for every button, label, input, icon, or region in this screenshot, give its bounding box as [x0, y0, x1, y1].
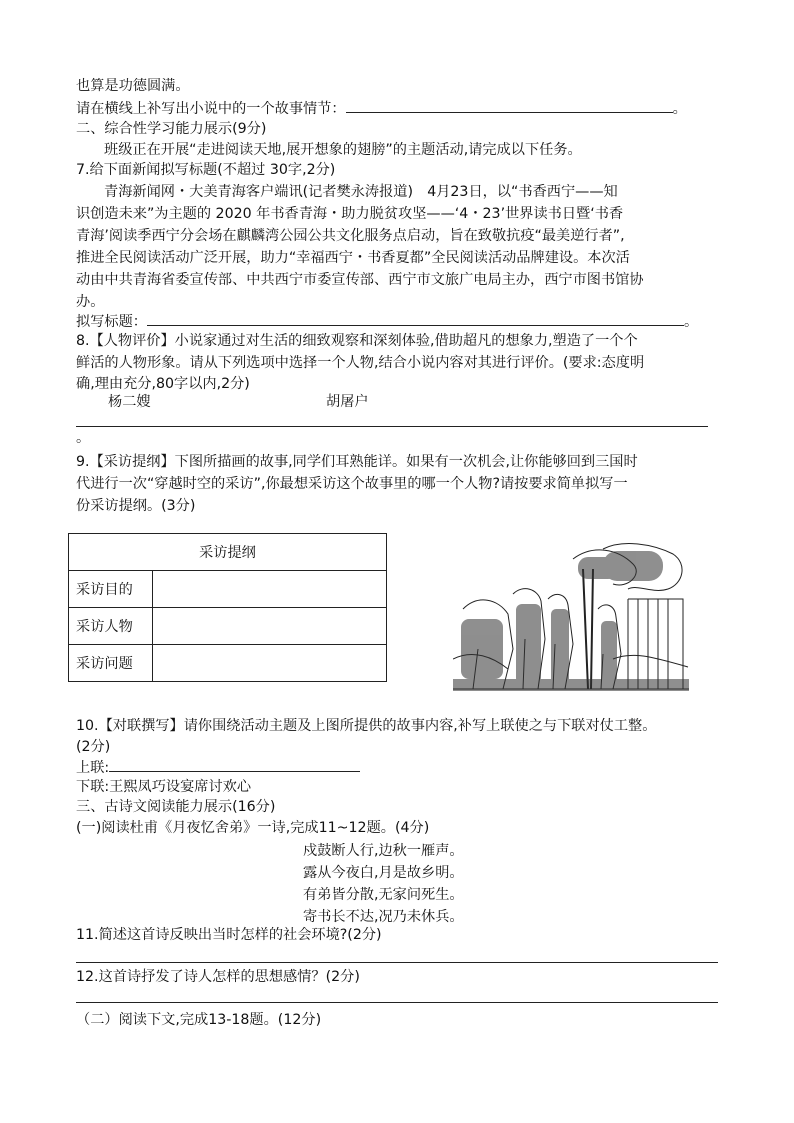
headline-prompt	[76, 311, 698, 332]
question-12: 12.这首诗抒发了诗人怎样的思想感情？(2分)	[76, 969, 360, 985]
section-heading: 二、综合性学习能力展示(9分)	[76, 121, 267, 137]
row-label: 采访人物	[69, 608, 153, 645]
prompt-text: 上联:	[76, 760, 110, 776]
story-plot-prompt	[76, 98, 687, 119]
answer-line[interactable]	[76, 962, 718, 963]
poem-line: 寄书长不达,况乃未休兵。	[303, 909, 464, 925]
poem-intro: (一)阅读杜甫《月夜忆舍弟》一诗,完成11~12题。(4分)	[76, 820, 430, 836]
poem-line: 露从今夜白,月是故乡明。	[303, 865, 464, 881]
text-line: 也算是功德圆满。	[76, 78, 190, 94]
question-8: 鲜活的人物形象。请从下列选项中选择一个人物,结合小说内容对其进行评价。(要求:态度明	[76, 355, 645, 371]
question-9: 份采访提纲。(3分)	[76, 498, 196, 514]
answer-line[interactable]	[76, 426, 708, 427]
question-9: 代进行一次“穿越时空的采访”,你最想采访这个故事里的哪一个人物?请按要求简单拟写一	[76, 476, 628, 492]
question-8: 8.【人物评价】小说家通过对生活的细致观察和深刻体验,借助超凡的想象力,塑造了一个个	[76, 333, 638, 349]
answer-cell[interactable]	[153, 608, 387, 645]
news-line: 办。	[76, 294, 105, 310]
row-label: 采访问题	[69, 645, 153, 682]
option-b[interactable]: 胡屠户	[326, 394, 369, 410]
option-a[interactable]: 杨二嫂	[108, 394, 151, 410]
poem-line: 戍鼓断人行,边秋一雁声。	[303, 843, 464, 859]
question-10: 10.【对联撰写】请你围绕活动主题及上图所提供的故事内容,补写上联使之与下联对仗工整。	[76, 718, 657, 734]
period: 。	[76, 430, 91, 446]
period: 。	[672, 101, 687, 117]
prompt-text: 拟写标题：	[76, 314, 147, 330]
table-header: 采访提纲	[69, 534, 387, 571]
section-heading: 三、古诗文阅读能力展示(16分)	[76, 799, 276, 815]
interview-outline-table	[68, 533, 387, 682]
question-7: 7.给下面新闻拟写标题(不超过 30字,2分)	[76, 162, 336, 178]
row-label: 采访目的	[69, 571, 153, 608]
upper-couplet-blank[interactable]	[109, 757, 360, 772]
news-line: 识创造未来”为主题的 2020 年书香青海・助力脱贫攻坚——‘4・23’世界读书日暨‘书香	[76, 206, 624, 222]
headline-blank[interactable]	[147, 311, 684, 326]
news-line: 推进全民阅读活动广泛开展，助力“幸福西宁・书香夏都”全民阅读活动品牌建设。本次活	[76, 250, 630, 266]
story-illustration	[453, 539, 689, 701]
answer-blank[interactable]	[346, 98, 673, 113]
question-11: 11.简述这首诗反映出当时怎样的社会环境?(2分)	[76, 927, 382, 943]
poem-line: 有弟皆分散,无家问死生。	[303, 887, 464, 903]
lower-couplet: 下联:王熙凤巧设宴席讨欢心	[76, 779, 252, 795]
answer-line[interactable]	[76, 1002, 718, 1003]
news-line: 青海’阅读季西宁分会场在麒麟湾公园公共文化服务点启动，旨在致敬抗疫“最美逆行者”,	[76, 228, 625, 244]
news-line: 动由中共青海省委宣传部、中共西宁市委宣传部、西宁市文旅广电局主办，西宁市图书馆协	[76, 272, 644, 288]
section-intro: 班级正在开展“走进阅读天地,展开想象的翅膀”的主题活动,请完成以下任务。	[104, 142, 582, 158]
upper-couplet	[76, 757, 360, 778]
illustration-drawing	[453, 539, 689, 701]
period: 。	[683, 314, 699, 330]
news-line: 青海新闻网・大美青海客户端讯(记者樊永涛报道) 4月23日，以“书香西宁——知	[104, 184, 618, 200]
prompt-text: 请在横线上补写出小说中的一个故事情节：	[76, 101, 346, 117]
answer-cell[interactable]	[153, 645, 387, 682]
question-8: 确,理由充分,80字以内,2分)	[76, 376, 250, 392]
question-10: (2分)	[76, 739, 111, 755]
question-9: 9.【采访提纲】下图所描画的故事,同学们耳熟能详。如果有一次机会,让你能够回到三国时	[76, 454, 638, 470]
reading-part-two: （二）阅读下文,完成13-18题。(12分)	[76, 1012, 322, 1028]
answer-cell[interactable]	[153, 571, 387, 608]
